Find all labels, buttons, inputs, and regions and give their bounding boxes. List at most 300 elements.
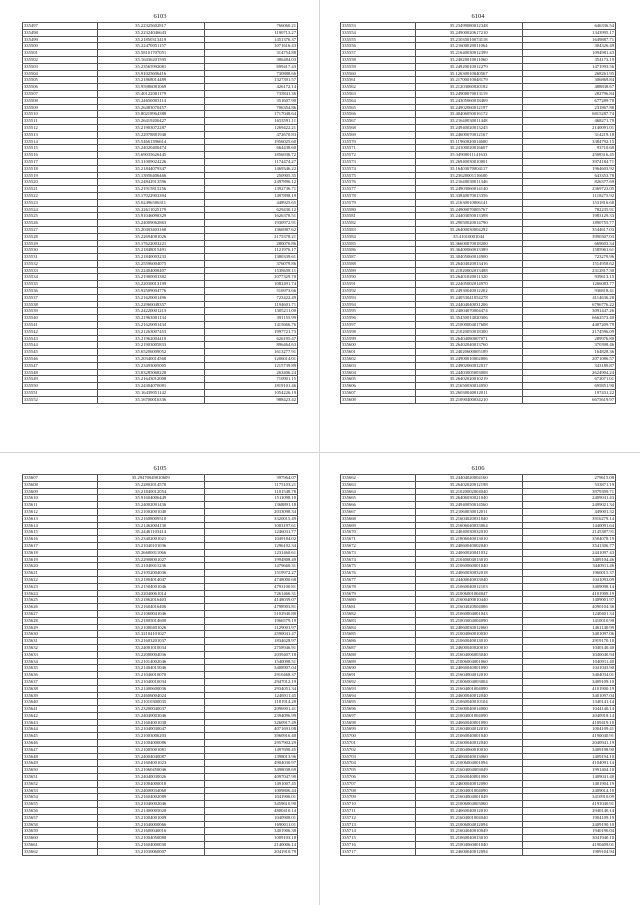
record-id-cell: 335684 <box>341 624 416 631</box>
record-id-cell: 335619 <box>23 556 98 563</box>
coordinate-cell: 35.21006004001060 <box>415 658 522 665</box>
record-id-cell: 335561 <box>341 77 416 84</box>
coordinate-cell: 35.24060040013060 <box>415 753 522 760</box>
table-row <box>341 233 616 240</box>
record-id-cell: 335554 <box>341 29 416 36</box>
table-row <box>341 515 616 522</box>
value-cell: 1190713.27 <box>204 29 297 36</box>
table-row <box>23 706 298 713</box>
table-row <box>341 260 616 267</box>
table-row <box>23 145 298 152</box>
value-cell: 2145387.91 <box>522 529 615 536</box>
coordinate-cell: 35.24100020016607 <box>415 145 522 152</box>
table-row <box>23 152 298 159</box>
record-id-cell: 335591 <box>341 281 416 288</box>
record-id-cell: 335545 <box>23 349 98 356</box>
table-row <box>23 801 298 808</box>
table-row <box>341 787 616 794</box>
value-cell: 1044140.14 <box>522 706 615 713</box>
record-id-cell: 335546 <box>23 356 98 363</box>
value-cell: 1398013.96 <box>204 753 297 760</box>
table-row <box>23 315 298 322</box>
coordinate-cell: 35.21004001009 <box>97 814 204 821</box>
record-id-cell: 335541 <box>23 322 98 329</box>
record-id-cell: 335525 <box>23 213 98 220</box>
record-id-cell: 335578 <box>341 192 416 199</box>
value-cell: 306869.84 <box>522 77 615 84</box>
value-cell: 304326.49 <box>522 43 615 50</box>
record-id-cell: 335501 <box>23 50 98 57</box>
coordinate-cell: 35.21504001046 <box>97 583 204 590</box>
table-row <box>341 753 616 760</box>
coordinate-cell: 35.21052004036 <box>97 570 204 577</box>
value-cell: 1366987.62 <box>204 226 297 233</box>
value-cell: 3041940.10 <box>522 835 615 842</box>
record-id-cell: 335689 <box>341 658 416 665</box>
value-cell: 2041910.79 <box>204 848 297 855</box>
record-id-cell: 335664 <box>341 488 416 495</box>
record-id-cell: 335622 <box>23 576 98 583</box>
value-cell: 1997721.73 <box>204 328 297 335</box>
record-id-cell: 335635 <box>23 665 98 672</box>
value-cell: 1991404.10 <box>522 767 615 774</box>
table-row <box>23 828 298 835</box>
record-id-cell: 335540 <box>23 315 98 322</box>
table-row <box>341 213 616 220</box>
value-cell: 1585961.61 <box>522 247 615 254</box>
coordinate-cell: 35.24403005003008 <box>415 369 522 376</box>
record-id-cell: 335580 <box>341 206 416 213</box>
value-cell: 988423.42 <box>204 396 297 403</box>
value-cell: 354173.19 <box>522 56 615 63</box>
value-cell: 2140091.01 <box>522 124 615 131</box>
table-row <box>23 288 298 295</box>
coordinate-cell: 35.24900070013119 <box>415 90 522 97</box>
coordinate-cell: 35.24304070081 <box>97 383 204 390</box>
record-id-cell: 335658 <box>23 821 98 828</box>
value-cell: 664438.60 <box>204 145 297 152</box>
value-cell: 3409198.90 <box>522 746 615 753</box>
table-row <box>341 254 616 261</box>
value-cell: 1041043.90 <box>522 665 615 672</box>
value-cell: 3260917.49 <box>204 719 297 726</box>
coordinate-cell: 35.21604002089 <box>97 794 204 801</box>
value-cell: 3401906.38 <box>204 828 297 835</box>
record-id-cell: 335572 <box>341 152 416 159</box>
coordinate-cell: 35.02496506311 <box>97 199 204 206</box>
value-cell: 5102940.80 <box>204 610 297 617</box>
record-id-cell: 335643 <box>23 719 98 726</box>
value-cell: 1471993.56 <box>522 63 615 70</box>
coordinate-cell: 35.21604001004090 <box>415 685 522 692</box>
value-cell: 3504078.19 <box>522 536 615 543</box>
table-row <box>341 90 616 97</box>
record-id-cell: 335675 <box>341 563 416 570</box>
coordinate-cell: 35.21060040010104 <box>415 699 522 706</box>
coordinate-cell: 35.24060040001090 <box>415 665 522 672</box>
value-cell: 1940190.04 <box>522 828 615 835</box>
record-id-cell: 335676 <box>341 570 416 577</box>
coordinate-cell: 35.21060030012011 <box>415 508 522 515</box>
table-row <box>341 814 616 821</box>
coordinate-cell: 35.24900020617210 <box>415 29 522 36</box>
record-id-cell: 335596 <box>341 315 416 322</box>
record-id-cell: 335620 <box>23 563 98 570</box>
table-row <box>341 522 616 529</box>
value-cell: 766060.21 <box>204 23 297 30</box>
record-id-cell: 335666 <box>341 502 416 509</box>
record-id-cell: 335627 <box>23 610 98 617</box>
record-id-cell: 335508 <box>23 97 98 104</box>
value-cell: 3541306.77 <box>522 542 615 549</box>
value-cell: 1904109.19 <box>522 814 615 821</box>
value-cell: 629430.12 <box>204 206 297 213</box>
table-row <box>23 610 298 617</box>
table-row <box>341 315 616 322</box>
table-row <box>23 774 298 781</box>
coordinate-cell: 35.21963001134 <box>97 315 204 322</box>
coordinate-cell: 35.21004000086 <box>97 740 204 747</box>
coordinate-cell: 35.21868014489 <box>97 77 204 84</box>
value-cell: 4190409.01 <box>522 842 615 849</box>
coordinate-cell: 35.20340014568 <box>97 356 204 363</box>
record-id-cell: 335639 <box>23 692 98 699</box>
table-row <box>341 301 616 308</box>
coordinate-cell: 35.24000034060 <box>97 787 204 794</box>
record-id-cell: 335597 <box>341 322 416 329</box>
table-row <box>341 495 616 502</box>
value-cell: 2040918.14 <box>522 712 615 719</box>
record-id-cell: 335695 <box>341 699 416 706</box>
coordinate-cell: 35.36400060013389 <box>415 247 522 254</box>
record-id-cell: 335628 <box>23 617 98 624</box>
value-cell: 4104091.14 <box>522 760 615 767</box>
record-id-cell: 335644 <box>23 726 98 733</box>
table-row <box>341 828 616 835</box>
coordinate-cell: 35.21603201037 <box>97 638 204 645</box>
coordinate-cell: 35.91604006449 <box>97 495 204 502</box>
table-row <box>23 787 298 794</box>
coordinate-cell: 35.21650030014050 <box>415 383 522 390</box>
table-row <box>341 376 616 383</box>
table-row <box>341 597 616 604</box>
table-row <box>23 90 298 97</box>
table-row <box>341 760 616 767</box>
value-cell: 6796776.22 <box>522 301 615 308</box>
value-cell: 314219.18 <box>522 131 615 138</box>
coordinate-cell: 35.11960020014600 <box>415 138 522 145</box>
table-row <box>23 549 298 556</box>
table-row <box>23 848 298 855</box>
value-cell: 643353.78 <box>522 172 615 179</box>
coordinate-cell: 35.31009024226 <box>97 158 204 165</box>
table-row <box>341 848 616 855</box>
table-row <box>341 794 616 801</box>
table-row <box>23 158 298 165</box>
value-cell: 706354.86 <box>204 104 297 111</box>
coordinate-cell: 35.20493403168 <box>97 226 204 233</box>
coordinate-cell: 35.21203060020182 <box>415 84 522 91</box>
record-id-cell: 335499 <box>23 36 98 43</box>
record-id-cell: 335657 <box>23 814 98 821</box>
record-id-cell: 335623 <box>23 583 98 590</box>
value-cell: 1175103.21 <box>204 481 297 488</box>
coordinate-cell: 35.21600400010440 <box>415 597 522 604</box>
coordinate-cell: 35.40406050016172 <box>415 111 522 118</box>
table-row <box>341 740 616 747</box>
value-cell: 3409098.14 <box>522 583 615 590</box>
table-row <box>23 396 298 403</box>
record-id-cell: 335650 <box>23 767 98 774</box>
record-id-cell: 335645 <box>23 733 98 740</box>
table-row <box>23 488 298 495</box>
value-cell: 2312817.30 <box>522 267 615 274</box>
value-cell: 826377.69 <box>522 179 615 186</box>
record-id-cell: 335648 <box>23 753 98 760</box>
table-row <box>341 651 616 658</box>
page-title: 6103 <box>153 13 167 20</box>
table-row <box>341 97 616 104</box>
table-row <box>341 801 616 808</box>
record-id-cell: 335531 <box>23 254 98 261</box>
coordinate-cell: 35.24400040033040 <box>415 576 522 583</box>
value-cell: 3401097.04 <box>522 692 615 699</box>
record-id-cell: 335512 <box>23 124 98 131</box>
table-row <box>23 369 298 376</box>
record-id-cell: 335612 <box>23 508 98 515</box>
table-row <box>341 774 616 781</box>
record-id-cell: 335502 <box>23 56 98 63</box>
record-id-cell: 335509 <box>23 104 98 111</box>
coordinate-cell: 35.29050020014790 <box>415 220 522 227</box>
record-id-cell: 335610 <box>23 495 98 502</box>
coordinate-cell: 35.22908001027 <box>97 556 204 563</box>
coordinate-cell: 35.80218964388 <box>97 111 204 118</box>
value-cell: 2039407.18 <box>204 651 297 658</box>
record-id-cell: 335551 <box>23 390 98 397</box>
record-id-cell: 335715 <box>341 835 416 842</box>
value-cell: 1409041.40 <box>522 774 615 781</box>
table-row <box>23 692 298 699</box>
record-id-cell: 335544 <box>23 342 98 349</box>
coordinate-cell: 35.21010300035 <box>97 699 204 706</box>
value-cell: 1856936.72 <box>204 152 297 159</box>
coordinate-cell: 35.54661396614 <box>97 138 204 145</box>
value-cell: 268261.95 <box>522 70 615 77</box>
table-row <box>23 335 298 342</box>
table-row <box>341 481 616 488</box>
value-cell: 1401904.19 <box>522 780 615 787</box>
table-row <box>341 138 616 145</box>
record-id-cell: 335533 <box>23 267 98 274</box>
coordinate-cell: 35.21462004130 <box>97 522 204 529</box>
record-id-cell: 335682 <box>341 610 416 617</box>
record-id-cell: 335577 <box>341 186 416 193</box>
coordinate-cell: 35.21004060010030 <box>415 631 522 638</box>
coordinate-cell: 35.21604004001049 <box>415 794 522 801</box>
coordinate-cell: 35.24606004024 <box>97 692 204 699</box>
coordinate-cell: 35.22325602817 <box>97 23 204 30</box>
table-row <box>23 658 298 665</box>
coordinate-cell: 35.26600011066 <box>97 549 204 556</box>
record-id-cell: 335629 <box>23 624 98 631</box>
record-id-cell: 335562 <box>341 84 416 91</box>
coordinate-cell: 35.26402020010219 <box>415 376 522 383</box>
table-row <box>23 515 298 522</box>
value-cell: 1004109.41 <box>522 726 615 733</box>
coordinate-cell: 35.21004060001040 <box>415 842 522 849</box>
table-row <box>23 138 298 145</box>
coordinate-cell: 35.21030060007 <box>97 848 204 855</box>
record-id-cell: 335558 <box>341 56 416 63</box>
record-id-cell: 335598 <box>341 328 416 335</box>
table-row <box>341 104 616 111</box>
coordinate-cell: 35.21060040013010 <box>415 638 522 645</box>
document-page-1 <box>22 13 298 404</box>
coordinate-cell: 35.21400005020 <box>97 808 204 815</box>
record-id-cell: 335557 <box>341 50 416 57</box>
value-cell: 391155.99 <box>204 315 297 322</box>
coordinate-cell: 35.24902060012017 <box>415 362 522 369</box>
value-cell: 1415666.76 <box>204 322 297 329</box>
table-row <box>341 322 616 329</box>
coordinate-cell: 35.21060040012103 <box>415 583 522 590</box>
value-cell: 1834628.97 <box>204 638 297 645</box>
table-row <box>341 542 616 549</box>
coordinate-cell: 35.21060040013010 <box>415 835 522 842</box>
value-cell: 1305211.00 <box>204 308 297 315</box>
record-id-cell: 335652 <box>23 780 98 787</box>
record-id-cell: 335548 <box>23 369 98 376</box>
record-id-cell: 335617 <box>23 542 98 549</box>
table-row <box>23 726 298 733</box>
value-cell: 4190040.91 <box>522 733 615 740</box>
record-id-cell: 335517 <box>23 158 98 165</box>
coordinate-cell: 35.23620001116600 <box>415 172 522 179</box>
table-row <box>23 172 298 179</box>
table-row <box>23 651 298 658</box>
record-id-cell: 335563 <box>341 90 416 97</box>
record-id-cell: 335550 <box>23 383 98 390</box>
value-cell: 4114636.28 <box>522 294 615 301</box>
table-row <box>341 590 616 597</box>
value-cell: 3990307.03 <box>522 233 615 240</box>
value-cell: 3410910.09 <box>522 794 615 801</box>
coordinate-cell: 35.21006004001094 <box>415 760 522 767</box>
record-id-cell: 335677 <box>341 576 416 583</box>
table-row <box>23 529 298 536</box>
record-id-cell: 335552 <box>23 396 98 403</box>
record-id-cell: 335618 <box>23 549 98 556</box>
value-cell: 1246911.45 <box>204 692 297 699</box>
coordinate-cell: 35.22802014570 <box>97 481 204 488</box>
value-cell: 1649887.71 <box>522 36 615 43</box>
record-id-cell: 335516 <box>23 152 98 159</box>
table-row <box>341 610 616 617</box>
table-row <box>341 165 616 172</box>
table-row <box>23 342 298 349</box>
table-row <box>23 260 298 267</box>
table-row <box>341 118 616 125</box>
value-cell: 4407209.79 <box>522 322 615 329</box>
value-cell: 1497690.45 <box>204 746 297 753</box>
table-row <box>341 835 616 842</box>
coordinate-cell: 35.21090400034210 <box>415 396 522 403</box>
coordinate-cell: 35.24040030026 <box>97 774 204 781</box>
coordinate-cell: 35.21002001040 <box>97 508 204 515</box>
value-cell: 3409104.46 <box>522 556 615 563</box>
record-id-cell: 335667 <box>341 508 416 515</box>
value-cell: 4800410.14 <box>204 808 297 815</box>
table-row <box>341 152 616 159</box>
record-id-cell: 335566 <box>341 111 416 118</box>
coordinate-cell: 35.24305060018469 <box>415 97 522 104</box>
value-cell: 2369723.05 <box>522 186 615 193</box>
record-id-cell: 335681 <box>341 604 416 611</box>
record-id-cell: 335581 <box>341 213 416 220</box>
coordinate-cell: 35.34900011141633 <box>415 152 522 159</box>
value-cell: 289976.80 <box>522 335 615 342</box>
record-id-cell: 335529 <box>23 240 98 247</box>
record-id-cell: 335680 <box>341 597 416 604</box>
value-cell: 2394096.99 <box>204 712 297 719</box>
value-cell: 4090104.36 <box>522 604 615 611</box>
value-cell: 710901.15 <box>204 376 297 383</box>
coordinate-cell: 35.21620001496 <box>97 294 204 301</box>
record-id-cell: 335507 <box>23 90 98 97</box>
value-cell: 1296102.34 <box>204 542 297 549</box>
record-id-cell: 335694 <box>341 692 416 699</box>
value-cell: 1409194.10 <box>522 753 615 760</box>
table-row <box>341 508 616 515</box>
value-cell: 2409014.10 <box>522 787 615 794</box>
coordinate-cell: 35.21060004001043 <box>415 610 522 617</box>
value-cell: 1410010.90 <box>522 617 615 624</box>
value-cell: 472670.83 <box>204 131 297 138</box>
table-row <box>341 390 616 397</box>
record-id-cell: 335527 <box>23 226 98 233</box>
value-cell: 1983129.33 <box>522 213 615 220</box>
table-row <box>341 726 616 733</box>
value-cell: 1174474.27 <box>204 158 297 165</box>
record-id-cell: 335611 <box>23 502 98 509</box>
coordinate-cell: 35.21640030011448 <box>415 118 522 125</box>
value-cell: 3409109.10 <box>522 678 615 685</box>
coordinate-cell: 35.21848015491 <box>97 247 204 254</box>
value-cell: 2624904.24 <box>522 369 615 376</box>
table-row <box>341 356 616 363</box>
value-cell: 1215739.89 <box>204 362 297 369</box>
page-title: 6105 <box>153 465 167 472</box>
record-id-cell: 335592 <box>341 288 416 295</box>
record-id-cell: 335700 <box>341 733 416 740</box>
value-cell: 1343995.17 <box>522 29 615 36</box>
table-row <box>23 678 298 685</box>
table-row <box>341 604 616 611</box>
coordinate-cell: 35.21040101036 <box>97 542 204 549</box>
value-cell: 1071616.43 <box>204 43 297 50</box>
value-cell: 2957902.29 <box>204 740 297 747</box>
table-row <box>23 362 298 369</box>
record-id-cell: 335609 <box>23 488 98 495</box>
record-id-cell: 335709 <box>341 794 416 801</box>
table-row <box>341 179 616 186</box>
table-row <box>23 746 298 753</box>
value-cell: 1960015.37 <box>522 570 615 577</box>
value-cell: 1040140.40 <box>522 644 615 651</box>
record-id-cell: 335711 <box>341 808 416 815</box>
table-row <box>23 604 298 611</box>
